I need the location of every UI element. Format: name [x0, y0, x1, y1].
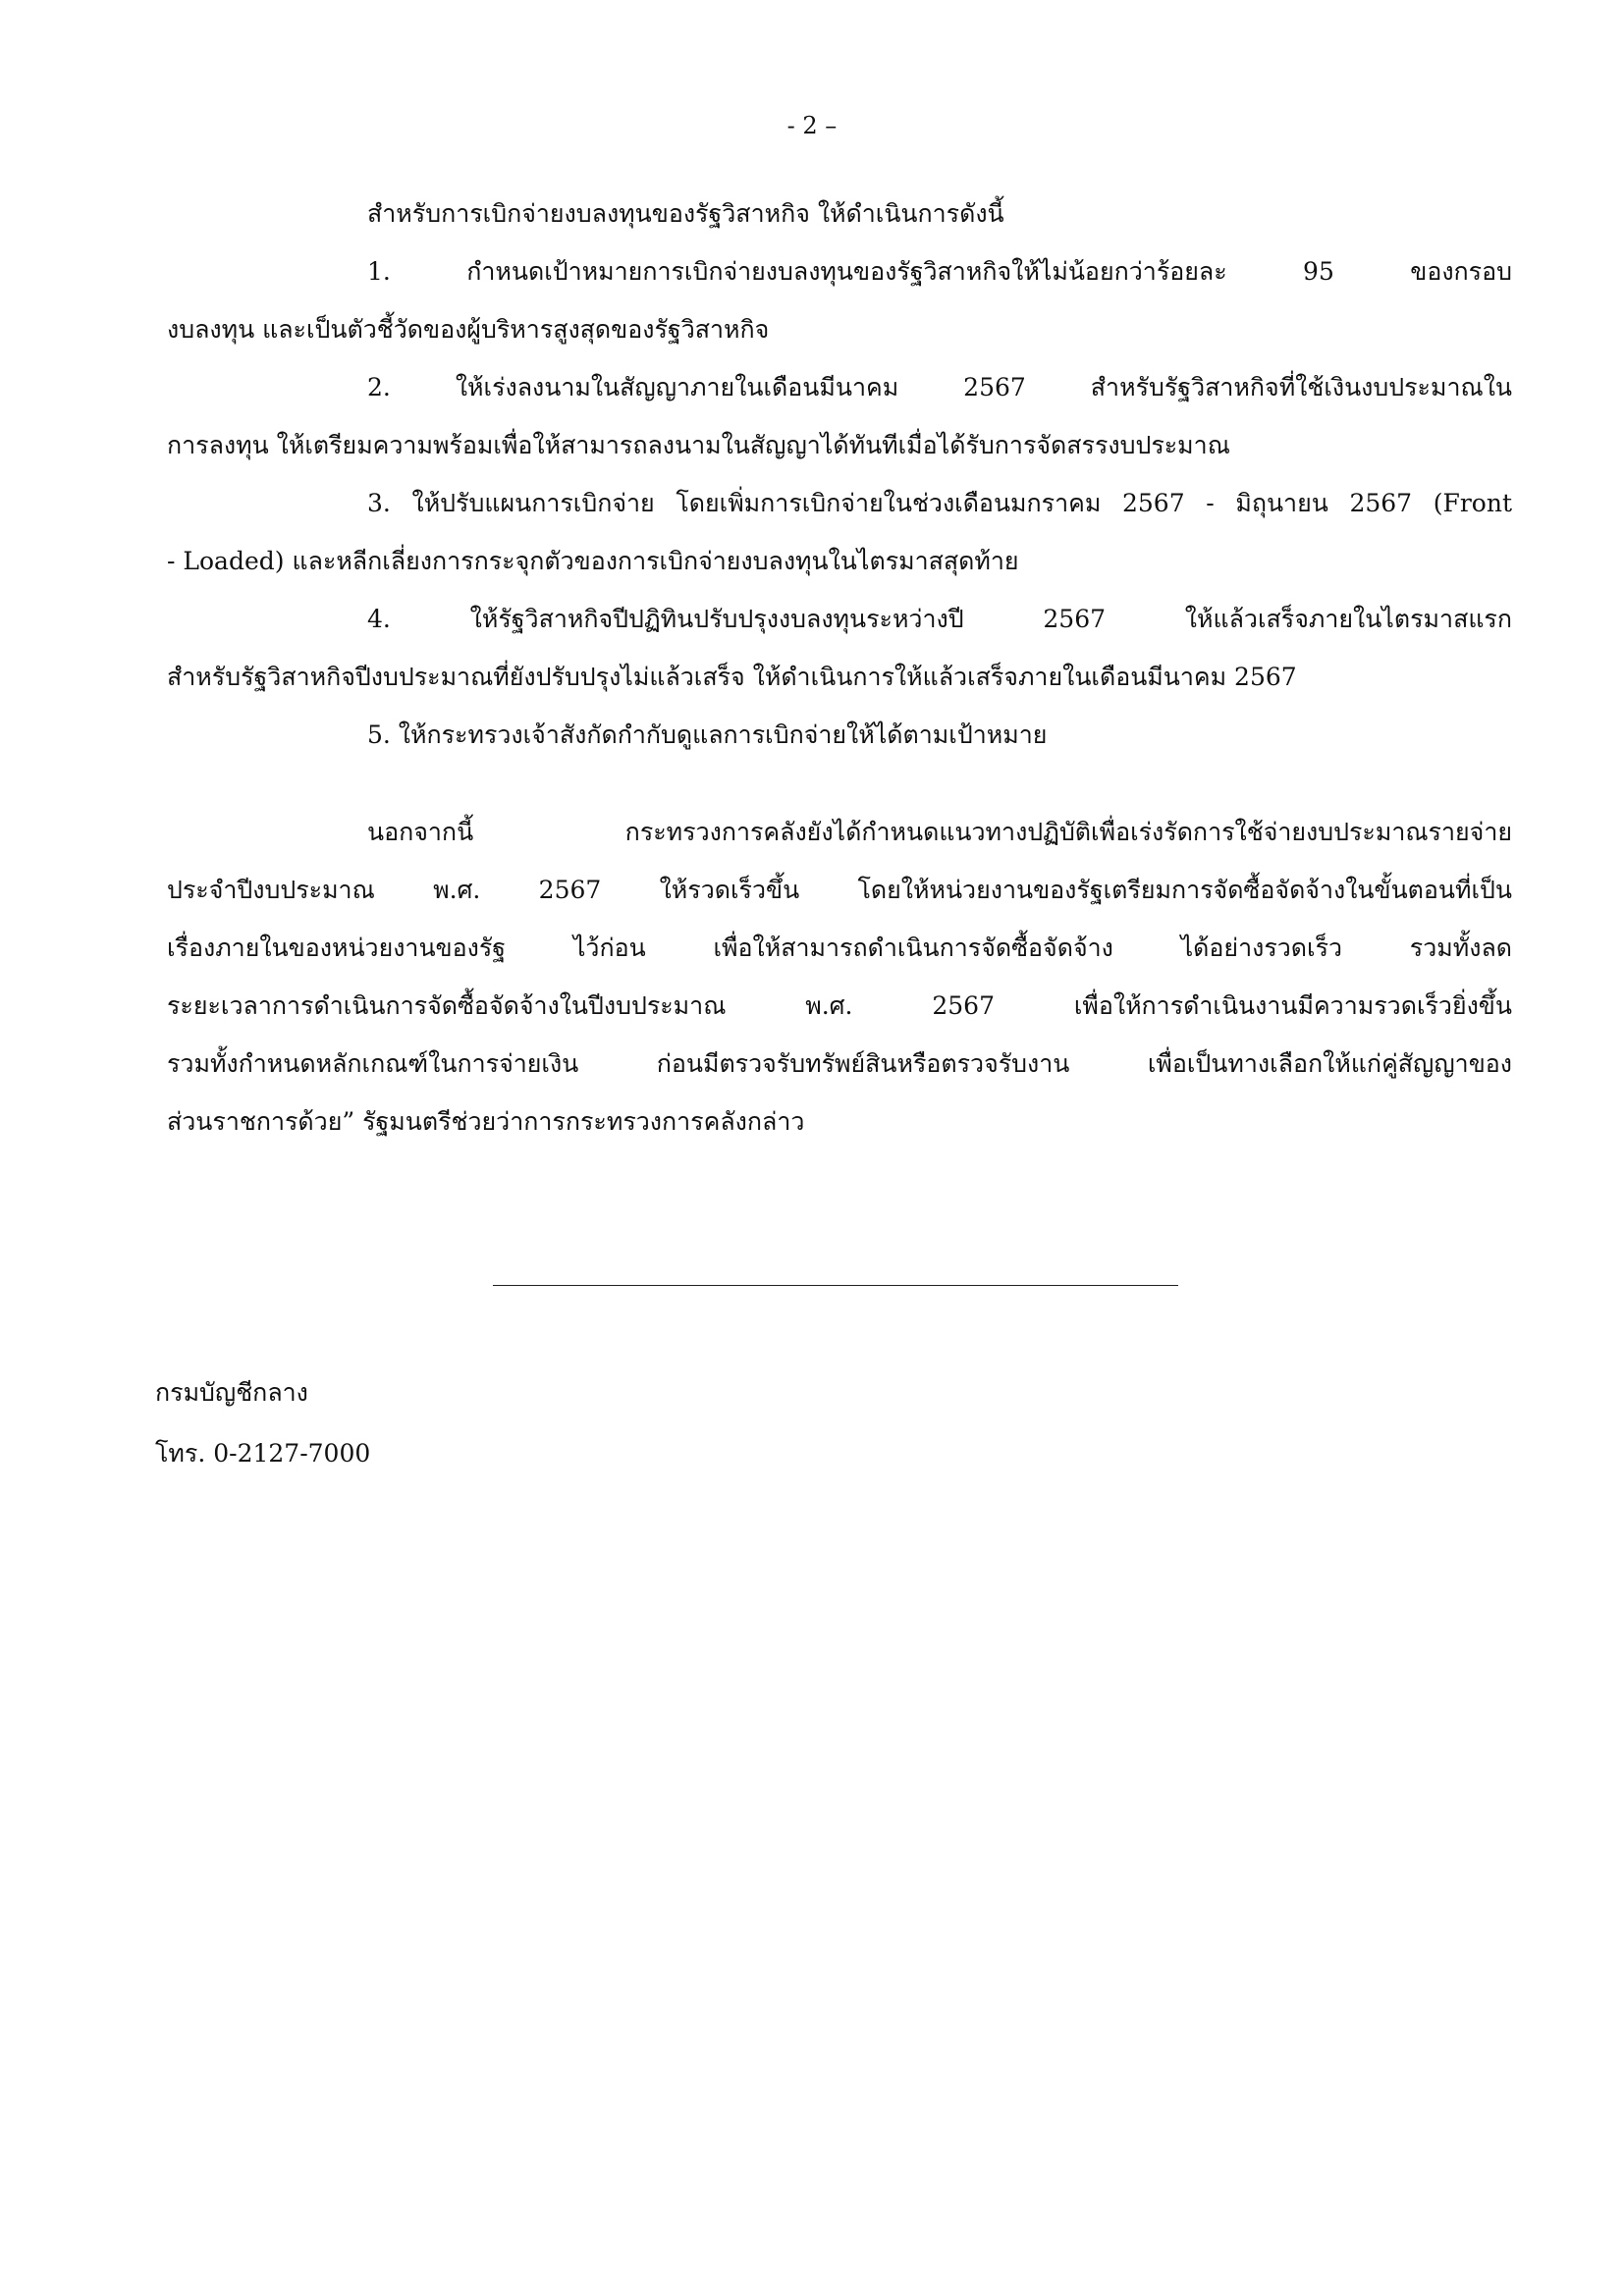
- paragraph-2-line-1: นอกจากนี้ กระทรวงการคลังยังได้กำหนดแนวทางปฏิบัติเพื่อเร่งรัดการใช้จ่ายงบประมาณรายจ่าย: [367, 818, 1512, 846]
- paragraph-2-line-5: รวมทั้งกำหนดหลักเกณฑ์ในการจ่ายเงิน ก่อนมีตรวจรับทรัพย์สินหรือตรวจรับงาน เพื่อเป็นทางเลือกให้แก่คู่สัญญาของ: [167, 1049, 1512, 1078]
- intro-line: สำหรับการเบิกจ่ายงบลงทุนของรัฐวิสาหกิจ ให้ดำเนินการดังนี้: [367, 199, 1004, 228]
- phone-number: โทร. 0-2127-7000: [155, 1439, 371, 1468]
- section-divider: [493, 1285, 1178, 1286]
- paragraph-gap: [167, 764, 1512, 803]
- paragraph-2-line-6: ส่วนราชการด้วย” รัฐมนตรีช่วยว่าการกระทรวงการคลังกล่าว: [167, 1107, 805, 1136]
- item-3-line-2: - Loaded) และหลีกเลี่ยงการกระจุกตัวของการเบิกจ่ายงบลงทุนในไตรมาสสุดท้าย: [167, 547, 1019, 575]
- paragraph-2-line-3: เรื่องภายในของหน่วยงานของรัฐ ไว้ก่อน เพื่อให้สามารถดำเนินการจัดซื้อจัดจ้าง ได้อย่างรวดเร็ว รวมทั้งลด: [167, 934, 1512, 962]
- body-text: [167, 185, 1512, 1150]
- item-5-line: 5. ให้กระทรวงเจ้าสังกัดกำกับดูแลการเบิกจ่ายให้ได้ตามเป้าหมาย: [367, 721, 1048, 749]
- item-4-line-2: สำหรับรัฐวิสาหกิจปีงบประมาณที่ยังปรับปรุงไม่แล้วเสร็จ ให้ดำเนินการให้แล้วเสร็จภายในเดือนมีนาคม 2567: [167, 663, 1297, 691]
- department-name: กรมบัญชีกลาง: [155, 1378, 308, 1407]
- item-2-line-1: 2. ให้เร่งลงนามในสัญญาภายในเดือนมีนาคม 2567 สำหรับรัฐวิสาหกิจที่ใช้เงินงบประมาณใน: [367, 373, 1512, 401]
- item-4-line-1: 4. ให้รัฐวิสาหกิจปีปฏิทินปรับปรุงงบลงทุนระหว่างปี 2567 ให้แล้วเสร็จภายในไตรมาสแรก: [367, 605, 1512, 633]
- paragraph-2-line-2: ประจำปีงบประมาณ พ.ศ. 2567 ให้รวดเร็วขึ้น โดยให้หน่วยงานของรัฐเตรียมการจัดซื้อจัดจ้างในขั้นตอนที่เป็น: [167, 876, 1512, 904]
- footer-contact: [155, 1362, 370, 1484]
- item-3-line-1: 3. ให้ปรับแผนการเบิกจ่าย โดยเพิ่มการเบิกจ่ายในช่วงเดือนมกราคม 2567 - มิถุนายน 2567 (Front: [367, 489, 1512, 517]
- paragraph-2-line-4: ระยะเวลาการดำเนินการจัดซื้อจัดจ้างในปีงบประมาณ พ.ศ. 2567 เพื่อให้การดำเนินงานมีความรวดเร็วยิ่งขึ้น: [167, 991, 1512, 1020]
- page-number: - 2 –: [786, 112, 838, 139]
- item-1-line-2: งบลงทุน และเป็นตัวชี้วัดของผู้บริหารสูงสุดของรัฐวิสาหกิจ: [167, 315, 770, 344]
- item-1-line-1: 1. กำหนดเป้าหมายการเบิกจ่ายงบลงทุนของรัฐวิสาหกิจให้ไม่น้อยกว่าร้อยละ 95 ของกรอบ: [367, 257, 1512, 286]
- item-2-line-2: การลงทุน ให้เตรียมความพร้อมเพื่อให้สามารถลงนามในสัญญาได้ทันทีเมื่อได้รับการจัดสรรงบประมาณ: [167, 431, 1230, 459]
